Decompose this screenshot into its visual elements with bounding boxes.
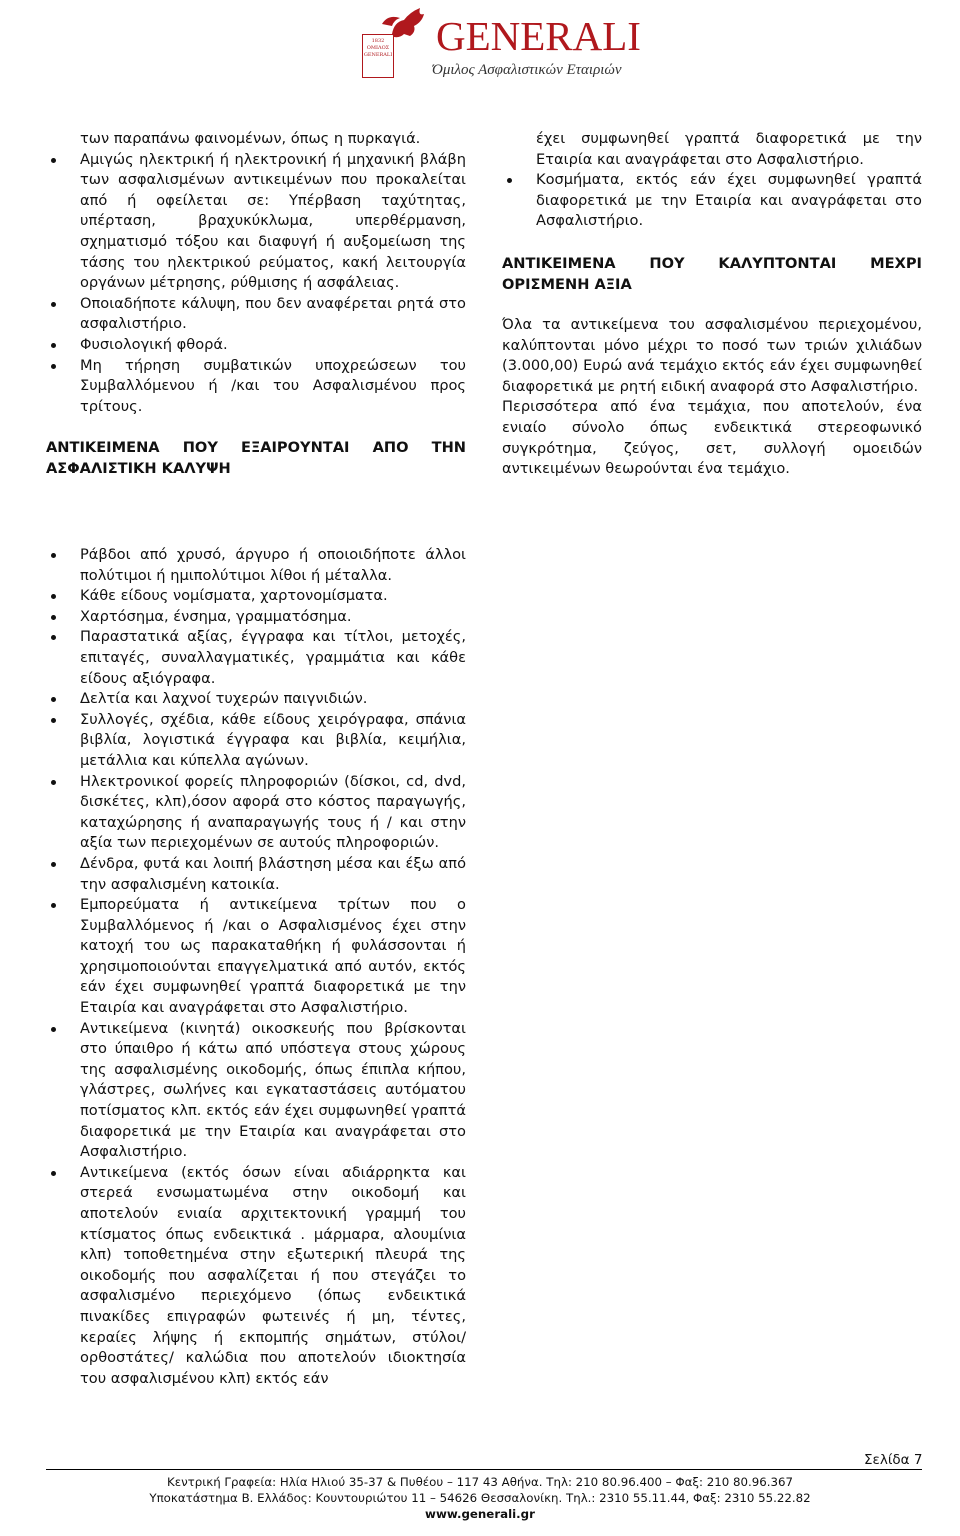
seal-brand: GENERALI — [363, 52, 393, 58]
left-column — [46, 129, 466, 479]
footer-head-office: Κεντρική Γραφεία: Ηλία Ηλιού 35-37 & Πυθέου – 117 43 Αθήνα. Τηλ: 210 80.96.400 – Φαξ: 210 80.96.367 — [166, 1475, 794, 1489]
left-exclusions-list — [46, 150, 466, 418]
list-item: Εμπορεύματα ή αντικείμενα τρίτων που ο Συμβαλλόμενος ή /και ο Ασφαλισμένος έχει στην κατοχή του ως παρακαταθήκη ή φυλάσσονται ή χρησιμοποιούνται επαγγελματικά από αυτόν, εκτός εάν έχει συμφωνηθεί γραπτά διαφορετικά με την Εταιρία και αναγράφεται στο Ασφαλιστήριο. — [46, 895, 466, 1019]
winged-lion-icon — [374, 4, 434, 40]
footer-branch-office: Υποκατάστημα Β. Ελλάδος: Κουντουριώτου 11 – 54626 Θεσσαλονίκη. Τηλ.: 2310 55.11.44, Φαξ: 2310 55.22.82 — [149, 1491, 811, 1505]
excluded-items-section — [46, 545, 466, 1389]
brand-name: GENERALI — [436, 13, 641, 59]
group-seal — [362, 34, 394, 78]
list-item: Ηλεκτρονικοί φορείς πληροφοριών (δίσκοι, cd, dvd, δισκέτες, κλπ),όσον αφορά στο κόστος παραγωγής, καταχώρησης ή αναπαραγωγής τους ή / και στην αξία των περιεχομένων σε αυτούς πληροφοριών. — [46, 772, 466, 854]
limited-value-paragraph: Όλα τα αντικείμενα του ασφαλισμένου περιεχομένου, καλύπτονται μόνο μέχρι το ποσό των τριών χιλιάδων (3.000,00) Ευρώ ανά τεμάχιο εκτός εάν έχει συμφωνηθεί διαφορετικά με ρητή ειδική αναφορά στο Ασφαλιστήριο. — [502, 315, 922, 395]
footer — [0, 1474, 960, 1522]
list-item: Μη τήρηση συμβατικών υποχρεώσεων του Συμβαλλόμενου ή /και του Ασφαλισμένου προς τρίτους. — [46, 356, 466, 418]
excluded-items-heading: ΑΝΤΙΚΕΙΜΕΝΑ ΠΟΥ ΕΞΑΙΡΟΥΝΤΑΙ ΑΠΟ ΤΗΝ ΑΣΦΑΛΙΣΤΙΚΗ ΚΑΛΥΨΗ — [46, 439, 466, 478]
left-intro: των παραπάνω φαινομένων, όπως η πυρκαγιά. — [80, 130, 421, 147]
list-item: Χαρτόσημα, ένσημα, γραμματόσημα. — [46, 607, 466, 628]
list-item: Αντικείμενα (εκτός όσων είναι αδιάρρηκτα και στερεά ενσωματωμένα στην οικοδομή και αποτελούν ενιαία αρχιτεκτονική γραμμή του κτίσματος όπως ενδεικτικά . μάρμαρα, αλουμίνια κλπ) τοποθετημένα στην εξωτερική πλευρά της οικοδομής που ασφαλίζεται ή που στεγάζει το ασφαλισμένο περιεχόμενο (όπως ενδεικτικά πινακίδες επιγραφών φωτεινές ή μη, τέντες, κεραίες λήψης ή εκπομπής σημάτων, στύλοι/ ορθοστάτες/ καλώδια που αποτελούν ιδιοκτησία του ασφαλισμένου κλπ) εκτός εάν — [46, 1163, 466, 1390]
list-item: Κοσμήματα, εκτός εάν έχει συμφωνηθεί γραπτά διαφορετικά με την Εταιρία και αναγράφεται στο Ασφαλιστήριο. — [502, 170, 922, 232]
list-item: Αμιγώς ηλεκτρική ή ηλεκτρονική ή μηχανική βλάβη των ασφαλισμένων αντικειμένων που προκαλείται από ή οφείλεται σε: Υπέρβαση ταχύτητας, υπέρταση, βραχυκύκλωμα, υπερθέρμανση, σχηματισμό τόξου και διαφυγή ή αυξομείωση της τάσης του ηλεκτρικού ρεύματος, κακή λειτουργία οργάνων μέτρησης, ρύθμισης ή ασφάλειας. — [46, 150, 466, 294]
footer-website-link[interactable]: www.generali.gr — [425, 1507, 535, 1521]
page-number: Σελίδα 7 — [864, 1452, 923, 1468]
right-column — [502, 129, 922, 480]
list-item: Ράβδοι από χρυσό, άργυρο ή οποιοιδήποτε άλλοι πολύτιμοι ή ημιπολύτιμοι λίθοι ή μέταλλα. — [46, 545, 466, 586]
footer-divider — [46, 1469, 922, 1470]
brand-subtitle: Όμιλος Ασφαλιστικών Εταιριών — [432, 62, 622, 78]
list-item: Κάθε είδους νομίσματα, χαρτονομίσματα. — [46, 586, 466, 607]
sets-paragraph: Περισσότερα από ένα τεμάχια, που αποτελούν, ένα ενιαίο σύνολο όπως ενδεικτικά στερεοφωνικό συγκρότημα, ζεύγος, σετ, συλλογή ομοειδών αντικειμένων θεωρούνται ένα τεμάχιο. — [502, 398, 922, 478]
list-item: Συλλογές, σχέδια, κάθε είδους χειρόγραφα, σπάνια βιβλία, λογιστικά έγγραφα και βιβλία, κειμήλια, μετάλλια και κύπελλα αγώνων. — [46, 710, 466, 772]
list-item: Φυσιολογική φθορά. — [46, 335, 466, 356]
excluded-items-list — [46, 545, 466, 1389]
list-item: Δένδρα, φυτά και λοιπή βλάστηση μέσα και έξω από την ασφαλισμένη κατοικία. — [46, 854, 466, 895]
list-item: Παραστατικά αξίας, έγγραφα και τίτλοι, μετοχές, επιταγές, συναλλαγματικές, γραμμάτια και κάθε είδους αξιόγραφα. — [46, 627, 466, 689]
right-exclusions-list — [502, 170, 922, 232]
limited-value-heading: ΑΝΤΙΚΕΙΜΕΝΑ ΠΟΥ ΚΑΛΥΠΤΟΝΤΑΙ ΜΕΧΡΙ ΟΡΙΣΜΕΝΗ ΑΞΙΑ — [502, 254, 922, 293]
right-continuation: έχει συμφωνηθεί γραπτά διαφορετικά με την Εταιρία και αναγράφεται στο Ασφαλιστήριο. — [536, 130, 922, 168]
seal-year: 1832 — [371, 38, 385, 44]
list-item: Οποιαδήποτε κάλυψη, που δεν αναφέρεται ρητά στο ασφαλιστήριο. — [46, 294, 466, 335]
seal-group: ΟΜΙΛΟΣ — [366, 45, 390, 51]
list-item: Δελτία και λαχνοί τυχερών παιγνιδιών. — [46, 689, 466, 710]
company-logo — [362, 4, 641, 80]
list-item: Αντικείμενα (κινητά) οικοσκευής που βρίσκονται στο ύπαιθρο ή κάτω από υπόστεγα στους χώρους της ασφαλισμένης οικοδομής, όπως έπιπλα κήπου, γλάστρες, σωλήνες και εγκαταστάσεις αυτόματου ποτίσματος κλπ. εκτός εάν έχει συμφωνηθεί γραπτά διαφορετικά με την Εταιρία και αναγράφεται στο Ασφαλιστήριο. — [46, 1019, 466, 1163]
